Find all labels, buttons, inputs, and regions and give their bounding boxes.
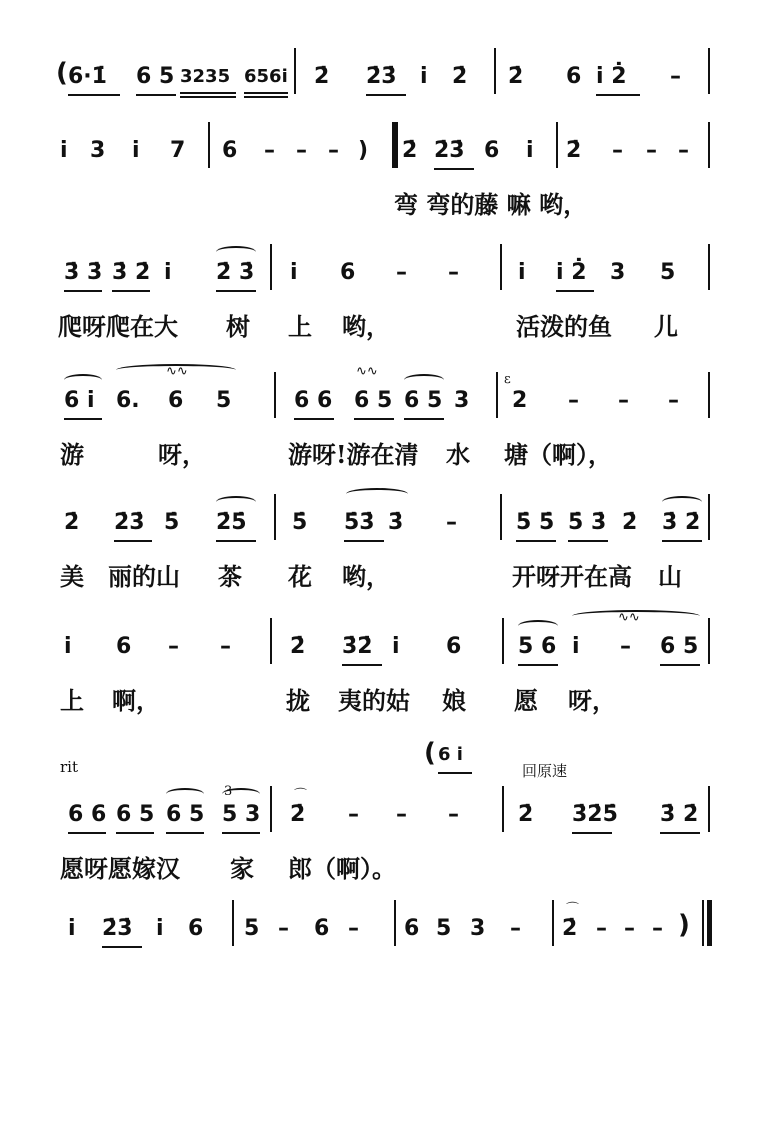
note: 2 — [512, 388, 528, 413]
slur — [216, 246, 256, 258]
note: 6 — [314, 916, 330, 941]
underline — [68, 94, 120, 96]
underline — [136, 94, 176, 96]
underline — [222, 832, 260, 834]
underline — [216, 540, 256, 542]
final-barline — [702, 900, 712, 946]
grace-mark: ε — [504, 372, 511, 387]
underline — [180, 92, 236, 94]
lyric: 弯 弯的藤 嘛 哟， — [394, 190, 588, 219]
fermata-mark: ⌒ — [566, 902, 580, 917]
note: 6 5 — [166, 802, 205, 827]
note: 2̇ — [402, 138, 418, 163]
note: i — [64, 634, 72, 659]
lyric: 儿 — [654, 312, 678, 341]
note: i — [526, 138, 534, 163]
trill-mark: ∿∿ — [356, 364, 378, 379]
note: i — [392, 634, 400, 659]
note: 2̇ — [314, 64, 330, 89]
underline — [216, 290, 256, 292]
note: 6 — [404, 916, 420, 941]
barline — [708, 372, 710, 418]
lyric-line — [56, 854, 716, 888]
note: 2̇ — [622, 510, 638, 535]
lyric: 呀， — [568, 686, 616, 715]
note: 3̇ 2̇ — [660, 802, 699, 827]
note: i — [518, 260, 526, 285]
note: 2̇ 3̇ — [216, 260, 255, 285]
underline — [404, 418, 444, 420]
barline — [556, 122, 558, 168]
note: i 2̇ — [556, 260, 587, 285]
note: 6 — [116, 634, 132, 659]
barline — [232, 900, 234, 946]
underline — [344, 540, 384, 542]
note: – — [612, 138, 623, 163]
lyric: 塘（啊）， — [504, 440, 612, 469]
underline — [556, 290, 594, 292]
lyric: 拢 — [286, 686, 310, 715]
barline — [708, 494, 710, 540]
note: – — [348, 802, 359, 827]
note: 3̇2̇5̇ — [572, 802, 618, 827]
note: 5̇ 3̇ — [568, 510, 607, 535]
lyric-line — [56, 190, 716, 224]
note: 5 3 — [222, 802, 261, 827]
note: – — [668, 388, 679, 413]
lyric: 啊， — [112, 686, 160, 715]
note: 2̇5̇ — [216, 510, 247, 535]
note: ) — [358, 138, 369, 163]
note: – — [220, 634, 231, 659]
note: 3235 — [180, 66, 231, 87]
underline — [434, 168, 474, 170]
note: 3̇ — [388, 510, 404, 535]
underline — [294, 418, 334, 420]
lyric: 上 — [60, 686, 84, 715]
note: i — [60, 138, 68, 163]
open-paren: ( — [424, 738, 436, 768]
note: – — [348, 916, 359, 941]
note: – — [620, 634, 631, 659]
repeat-barline — [392, 122, 398, 168]
trill-mark: ∿∿ — [618, 610, 640, 625]
a-tempo-mark: 回原速 — [522, 762, 568, 780]
underline — [354, 418, 394, 420]
trill-mark: ∿∿ — [166, 364, 188, 379]
underline — [68, 832, 106, 834]
note: 2̇ — [562, 916, 578, 941]
note: 2̇3̇ — [366, 64, 397, 89]
barline — [274, 372, 276, 418]
lyric: 活泼的鱼 — [516, 312, 612, 341]
note: – — [448, 802, 459, 827]
lyric: 开呀开在高 — [512, 562, 632, 591]
note: – — [168, 634, 179, 659]
note: – — [670, 64, 681, 89]
note: 6 — [566, 64, 582, 89]
note-line — [56, 364, 716, 426]
underline — [568, 540, 608, 542]
lyric: 游 — [60, 440, 84, 469]
note: i — [156, 916, 164, 941]
slur — [518, 620, 558, 632]
note: i — [68, 916, 76, 941]
note: – — [278, 916, 289, 941]
note: 5 — [216, 388, 232, 413]
lyric: 哟， — [342, 562, 390, 591]
note: 3̇ 2̇ — [662, 510, 701, 535]
underline — [660, 832, 700, 834]
note: 5 — [660, 260, 676, 285]
lyric: 家 — [230, 854, 254, 883]
note: – — [652, 916, 663, 941]
lyric: 哟， — [342, 312, 390, 341]
barline — [494, 48, 496, 94]
underline — [516, 540, 556, 542]
note-line — [56, 258, 716, 298]
note: 2̇ — [566, 138, 582, 163]
underline — [64, 418, 102, 420]
note: 2̇ — [64, 510, 80, 535]
note-line — [56, 902, 716, 954]
barline — [500, 494, 502, 540]
underline — [114, 540, 152, 542]
note: 5 — [244, 916, 260, 941]
underline — [180, 96, 236, 98]
underline — [244, 92, 288, 94]
note: 2̇ — [290, 802, 306, 827]
barline — [708, 48, 710, 94]
lyric: 游呀!游在清 — [288, 440, 419, 469]
underline — [572, 832, 612, 834]
close-paren: ) — [678, 910, 690, 940]
note: i — [164, 260, 172, 285]
note: 6 — [446, 634, 462, 659]
underline — [660, 664, 700, 666]
note: 2̇ — [508, 64, 524, 89]
note: 6 — [188, 916, 204, 941]
lyric: 娘 — [442, 686, 466, 715]
note-line — [56, 136, 716, 176]
slur — [166, 788, 204, 800]
lyric-line — [56, 312, 716, 346]
note: – — [596, 916, 607, 941]
underline — [438, 772, 472, 774]
barline — [502, 786, 504, 832]
note: 5̇ 5̇ — [516, 510, 555, 535]
note: – — [396, 802, 407, 827]
barline — [708, 122, 710, 168]
note-line — [56, 58, 716, 102]
intro-notes: 6 i — [438, 744, 463, 765]
underline — [116, 832, 154, 834]
note: – — [678, 138, 689, 163]
underline — [518, 664, 558, 666]
slur — [404, 374, 444, 386]
note: 3 — [470, 916, 486, 941]
note: 2̇3̇ — [434, 138, 465, 163]
lyric: 愿 — [514, 686, 538, 715]
lyric: 呀， — [158, 440, 206, 469]
underline — [64, 290, 102, 292]
underline — [342, 664, 382, 666]
lyric: 愿呀愿嫁汉 — [60, 854, 180, 883]
slur — [662, 496, 702, 508]
barline — [208, 122, 210, 168]
note: 6 i — [64, 388, 95, 413]
note-line — [56, 784, 716, 840]
lyric: 花 — [288, 562, 312, 591]
note: i — [132, 138, 140, 163]
underline — [662, 540, 702, 542]
note: – — [510, 916, 521, 941]
barline — [708, 618, 710, 664]
barline — [708, 786, 710, 832]
note: – — [448, 260, 459, 285]
note: i — [290, 260, 298, 285]
underline — [112, 290, 150, 292]
note: 6 — [340, 260, 356, 285]
barline — [270, 786, 272, 832]
lyric: 夷的姑 — [338, 686, 410, 715]
note: 6 5 — [404, 388, 443, 413]
note: 5 — [436, 916, 452, 941]
note: – — [446, 510, 457, 535]
note: – — [296, 138, 307, 163]
slur — [216, 496, 256, 508]
note: 656i — [244, 66, 288, 87]
barline — [294, 48, 296, 94]
underline — [366, 94, 406, 96]
barline — [708, 244, 710, 290]
barline — [552, 900, 554, 946]
note: 6·1̇ — [68, 64, 107, 89]
note: 2̇ — [290, 634, 306, 659]
note: 6 — [484, 138, 500, 163]
note: 3 — [610, 260, 626, 285]
barline — [274, 494, 276, 540]
note: 7 — [170, 138, 186, 163]
note: – — [568, 388, 579, 413]
note: i — [572, 634, 580, 659]
note-line — [56, 508, 716, 548]
note: 2̇ — [452, 64, 468, 89]
note: 6 6 — [294, 388, 333, 413]
note: 2̇3̇ — [102, 916, 133, 941]
rit-mark: rit — [60, 758, 78, 776]
note: – — [396, 260, 407, 285]
slur — [346, 488, 408, 500]
barline — [394, 900, 396, 946]
note: 3̇2̇ — [342, 634, 373, 659]
note: 6. — [116, 388, 140, 413]
note: 3̇ 2̇ — [112, 260, 151, 285]
note: i 2̇ — [596, 64, 627, 89]
note: 6 5 — [136, 64, 175, 89]
note: 6 — [222, 138, 238, 163]
note: – — [618, 388, 629, 413]
lyric-line — [56, 562, 716, 596]
barline — [270, 244, 272, 290]
note: 3 — [454, 388, 470, 413]
note: 2̇ — [518, 802, 534, 827]
note: 5̇ — [292, 510, 308, 535]
barline — [500, 244, 502, 290]
note: 3 — [90, 138, 106, 163]
lyric: 茶 — [218, 562, 242, 591]
note: 2̇3̇ — [114, 510, 145, 535]
note: 5 6 — [518, 634, 557, 659]
note: 6 — [168, 388, 184, 413]
grace-mark: 3 — [224, 784, 233, 799]
note: 6 5 — [354, 388, 393, 413]
note: 6 5 — [660, 634, 699, 659]
lyric: 郎（啊）。 — [288, 854, 396, 883]
note: 5̇ — [164, 510, 180, 535]
note: 5̇3̇ — [344, 510, 375, 535]
lyric-line — [56, 440, 716, 474]
lyric: 美 — [60, 562, 84, 591]
underline — [244, 96, 288, 98]
note: 6 5 — [116, 802, 155, 827]
barline — [270, 618, 272, 664]
lyric: 水 — [446, 440, 470, 469]
note: – — [646, 138, 657, 163]
lyric: 爬呀爬在大 — [58, 312, 178, 341]
lyric: 山 — [658, 562, 682, 591]
note: – — [624, 916, 635, 941]
note-line — [56, 610, 716, 672]
note: – — [328, 138, 339, 163]
note: 3̇ 3̇ — [64, 260, 103, 285]
underline — [102, 946, 142, 948]
note: i — [420, 64, 428, 89]
fermata-mark: ⌒ — [294, 788, 308, 803]
barline — [502, 618, 504, 664]
underline — [166, 832, 204, 834]
lyric-line — [56, 686, 716, 720]
barline — [496, 372, 498, 418]
open-paren: ( — [56, 58, 68, 88]
slur — [64, 374, 102, 386]
lyric: 树 — [226, 312, 250, 341]
note: 6 6 — [68, 802, 107, 827]
slur — [222, 788, 260, 800]
underline — [596, 94, 640, 96]
lyric: 上 — [288, 312, 312, 341]
lyric: 丽的山 — [108, 562, 180, 591]
note: – — [264, 138, 275, 163]
